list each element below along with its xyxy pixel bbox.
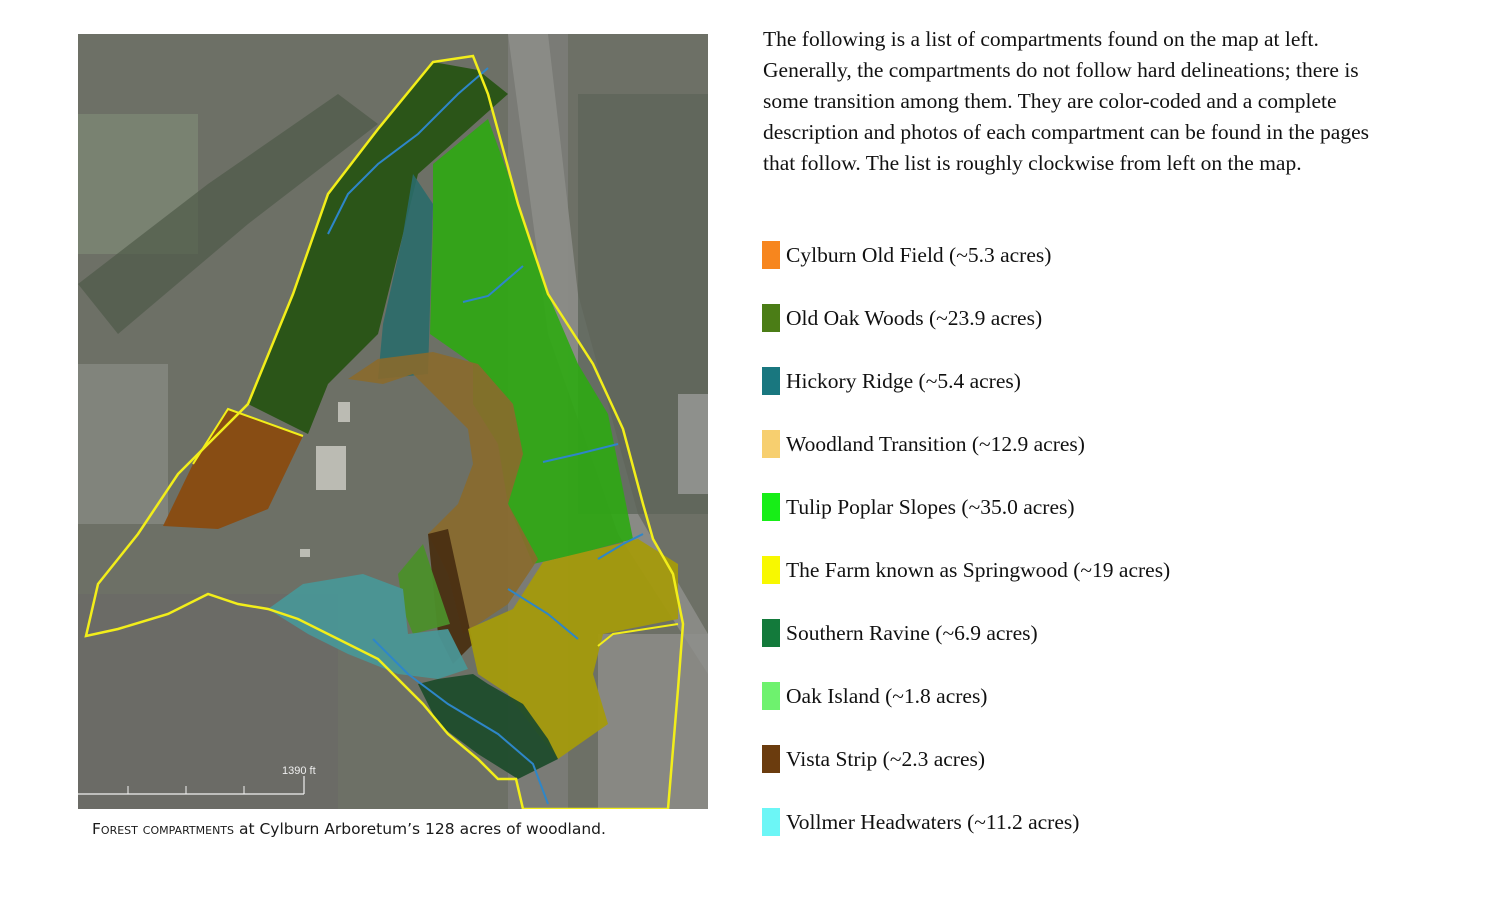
light-green-swatch-icon	[762, 682, 780, 710]
legend-item	[762, 240, 1170, 270]
legend-item	[762, 366, 1170, 396]
greenhouse-building	[316, 446, 346, 490]
map-caption	[92, 820, 606, 838]
legend-label: Southern Ravine (~6.9 acres)	[786, 620, 1038, 645]
legend-label: The Farm known as Springwood (~19 acres)	[786, 557, 1171, 582]
intro-paragraph: The following is a list of compartments found on the map at left. Generally, the compartments do not follow hard delineations; there is some transition among them. They are color-coded and a complete description and photos of each compartment can be found in the pages that follow. The list is roughly clockwise from left on the map.	[763, 27, 1369, 175]
legend-item	[762, 555, 1170, 585]
caption-small-caps: Forest compartments	[92, 820, 235, 838]
legend-item	[762, 681, 1170, 711]
mansion-building	[338, 402, 350, 422]
legend-label: Vista Strip (~2.3 acres)	[786, 746, 986, 771]
caption-text: at Cylburn Arboretum’s 128 acres of woodland.	[234, 820, 606, 838]
cyan-swatch-icon	[762, 808, 780, 836]
legend-label: Oak Island (~1.8 acres)	[786, 683, 988, 708]
brown-swatch-icon	[762, 745, 780, 773]
bright-green-swatch-icon	[762, 493, 780, 521]
legend-label: Tulip Poplar Slopes (~35.0 acres)	[786, 494, 1075, 519]
teal-swatch-icon	[762, 367, 780, 395]
legend-label: Hickory Ridge (~5.4 acres)	[786, 368, 1021, 393]
yellow-swatch-icon	[762, 556, 780, 584]
orange-swatch-icon	[762, 241, 780, 269]
tan-swatch-icon	[762, 430, 780, 458]
legend-label: Cylburn Old Field (~5.3 acres)	[786, 242, 1052, 267]
legend-label: Vollmer Headwaters (~11.2 acres)	[786, 809, 1080, 834]
small-building	[300, 549, 310, 557]
scale-label: 1390 ft	[282, 765, 316, 777]
compartment-legend	[762, 240, 1170, 870]
aerial-map	[78, 34, 708, 809]
forest-green-swatch-icon	[762, 619, 780, 647]
dark-green-swatch-icon	[762, 304, 780, 332]
legend-item	[762, 303, 1170, 333]
legend-item	[762, 492, 1170, 522]
legend-item	[762, 807, 1170, 837]
legend-label: Woodland Transition (~12.9 acres)	[786, 431, 1085, 456]
map-svg	[78, 34, 708, 809]
legend-label: Old Oak Woods (~23.9 acres)	[786, 305, 1043, 330]
legend-item	[762, 618, 1170, 648]
legend-item	[762, 429, 1170, 459]
legend-item	[762, 744, 1170, 774]
